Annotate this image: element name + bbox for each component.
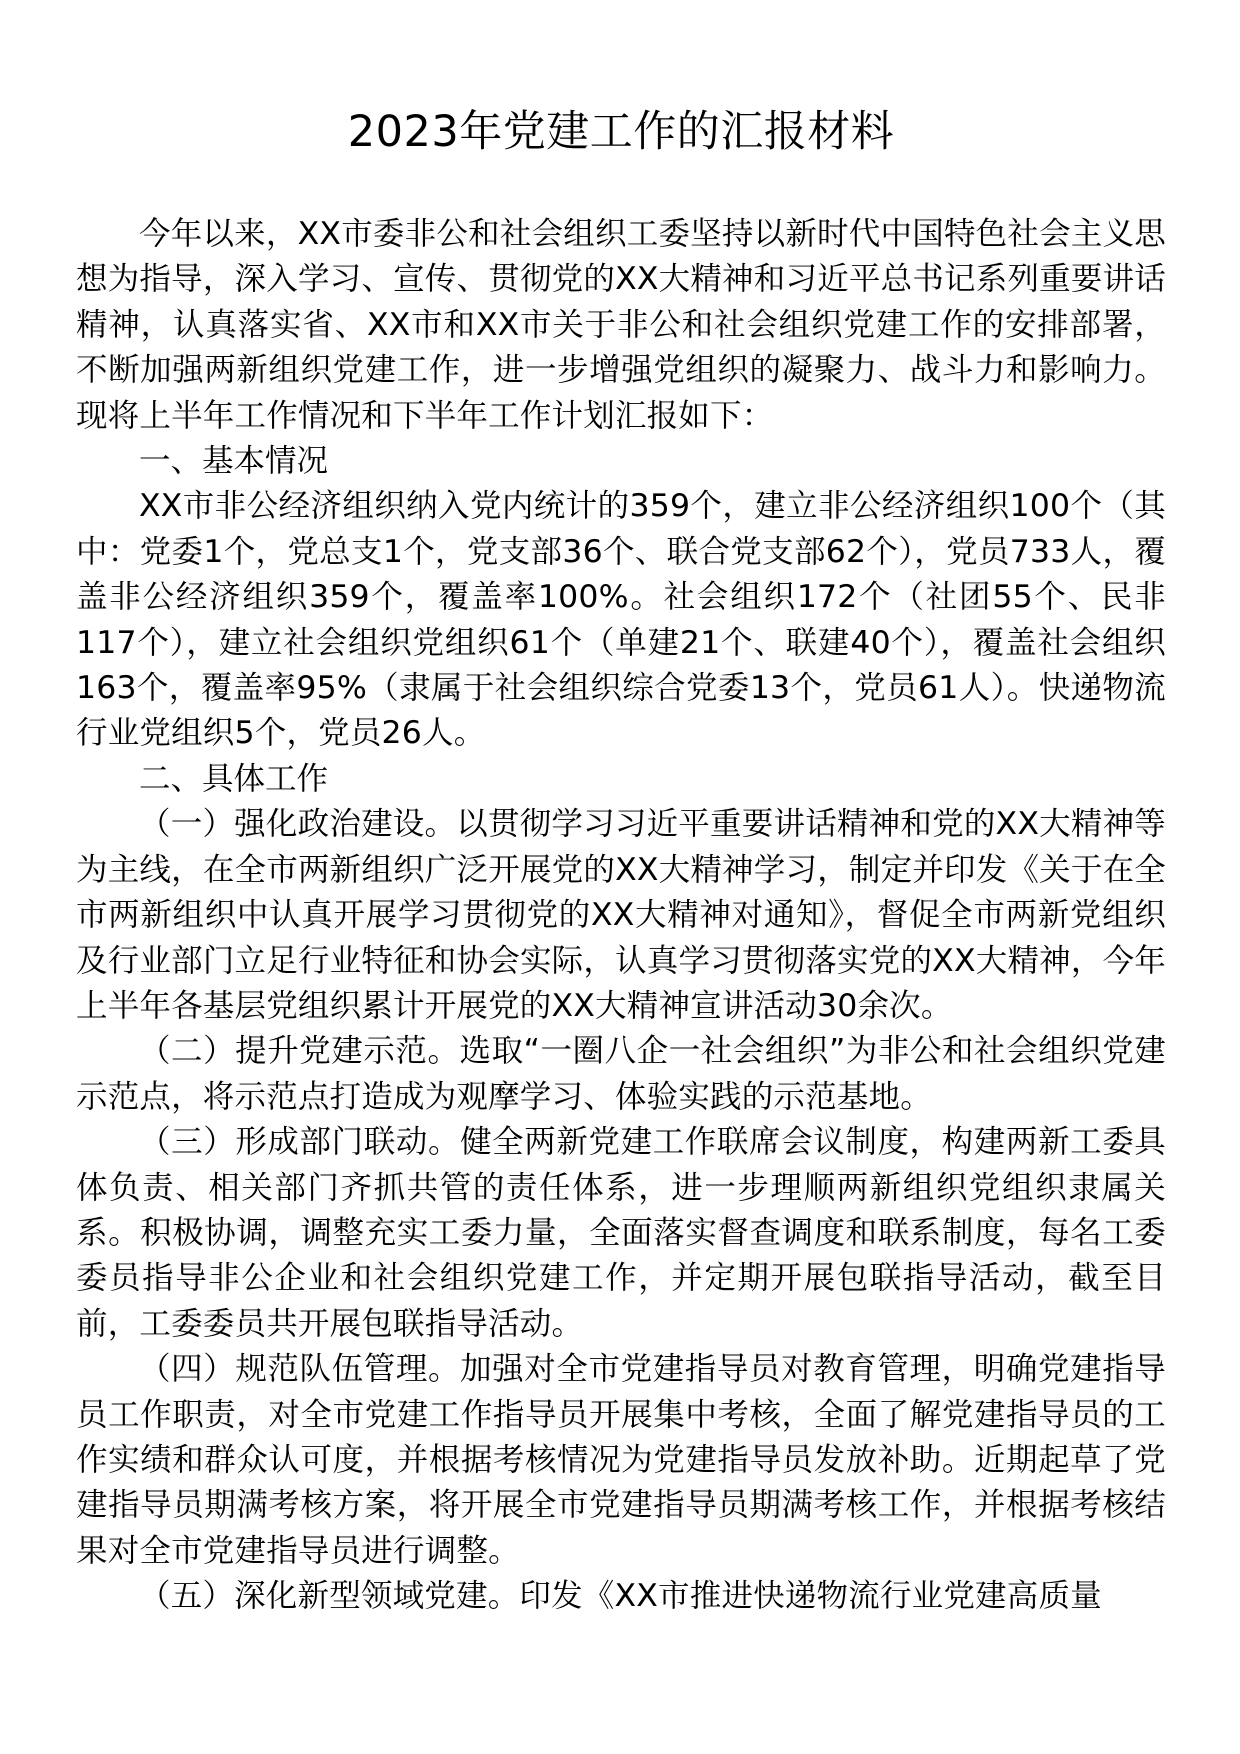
- section-heading-basic-situation: 一、基本情况: [139, 443, 329, 480]
- document-body: [76, 212, 1166, 1620]
- intro-paragraph: 今年以来，XX市委非公和社会组织工委坚持以新时代中国特色社会主义思想为指导，深入学习、宣传、贯彻党的XX大精神和习近平总书记系列重要讲话精神，认真落实省、XX市和XX市关于非公和社会组织党建工作的安排部署，不断加强两新组织党建工作，进一步增强党组织的凝聚力、战斗力和影响力。现将上半年工作情况和下半年工作计划汇报如下：: [76, 216, 1166, 434]
- work-item-department-linkage: （三）形成部门联动。健全两新党建工作联席会议制度，构建两新工委具体负责、相关部门齐抓共管的责任体系，进一步理顺两新组织党组织隶属关系。积极协调，调整充实工委力量，全面落实督查调度和联系制度，每名工委委员指导非公企业和社会组织党建工作，并定期开展包联指导活动，截至目前，工委委员共开展包联指导活动。: [76, 1124, 1166, 1342]
- work-item-political-building: （一）强化政治建设。以贯彻学习习近平重要讲话精神和党的XX大精神等为主线，在全市两新组织广泛开展党的XX大精神学习，制定并印发《关于在全市两新组织中认真开展学习贯彻党的XX大精神对通知》，督促全市两新党组织及行业部门立足行业特征和协会实际，认真学习贯彻落实党的XX大精神，今年上半年各基层党组织累计开展党的XX大精神宣讲活动30余次。: [76, 806, 1166, 1024]
- work-item-new-field-party-building: （五）深化新型领域党建。印发《XX市推进快递物流行业党建高质量: [139, 1578, 1102, 1615]
- section-heading-specific-work: 二、具体工作: [139, 760, 329, 797]
- basic-situation-paragraph: XX市非公经济组织纳入党内统计的359个，建立非公经济组织100个（其中：党委1个，党总支1个，党支部36个、联合党支部62个），党员733人，覆盖非公经济组织359个，覆盖率100%。社会组织172个（社团55个、民非117个），建立社会组织党组织61个（单建21个、联建40个），覆盖社会组织163个，覆盖率95%（隶属于社会组织综合党委13个，党员61人）。快递物流行业党组织5个，党员26人。: [76, 488, 1166, 752]
- work-item-demonstration: （二）提升党建示范。选取“一圈八企一社会组织”为非公和社会组织党建示范点，将示范点打造成为观摩学习、体验实践的示范基地。: [76, 1033, 1166, 1115]
- work-item-team-management: （四）规范队伍管理。加强对全市党建指导员对教育管理，明确党建指导员工作职责，对全市党建工作指导员开展集中考核，全面了解党建指导员的工作实绩和群众认可度，并根据考核情况为党建指导员发放补助。近期起草了党建指导员期满考核方案，将开展全市党建指导员期满考核工作，并根据考核结果对全市党建指导员进行调整。: [76, 1351, 1166, 1569]
- document-page: [76, 0, 1166, 1620]
- document-title: 2023年党建工作的汇报材料: [347, 107, 895, 157]
